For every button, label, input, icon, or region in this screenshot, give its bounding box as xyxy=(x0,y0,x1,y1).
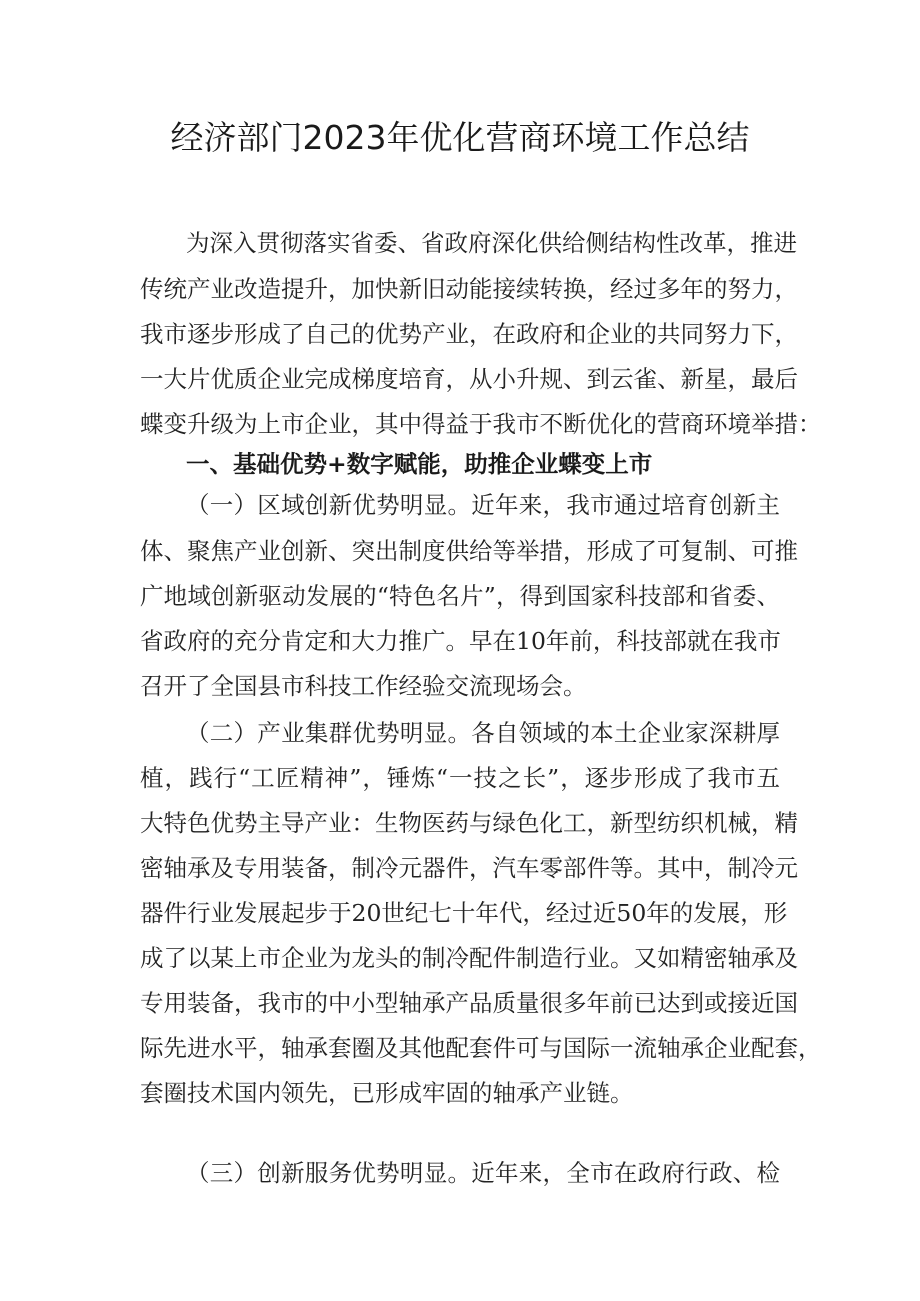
para2-line-5: 器件行业发展起步于20世纪七十年代，经过近50年的发展，形 xyxy=(140,899,788,927)
para2-line-9: 套圈技术国内领先，已形成牢固的轴承产业链。 xyxy=(140,1079,634,1107)
document-title: 经济部门2023年优化营商环境工作总结 xyxy=(170,118,750,157)
para1-line-2: 体、聚焦产业创新、突出制度供给等举措，形成了可复制、可推 xyxy=(140,537,798,565)
para3-line-1: （三）创新服务优势明显。近年来，全市在政府行政、检 xyxy=(186,1159,780,1187)
para1-line-4: 省政府的充分肯定和大力推广。早在10年前，科技部就在我市 xyxy=(140,627,781,655)
intro-line-5: 蝶变升级为上市企业，其中得益于我市不断优化的营商环境举措： xyxy=(140,410,822,438)
intro-line-1: 为深入贯彻落实省委、省政府深化供给侧结构性改革，推进 xyxy=(186,229,797,257)
para2-line-4: 密轴承及专用装备，制冷元器件，汽车零部件等。其中，制冷元 xyxy=(140,854,798,882)
para1-line-3: 广地域创新驱动发展的“特色名片”，得到国家科技部和省委、 xyxy=(140,582,780,610)
para2-line-2: 植，践行“工匠精神”，锤炼“一技之长”，逐步形成了我市五 xyxy=(140,764,780,792)
intro-line-2: 传统产业改造提升，加快新旧动能接续转换，经过多年的努力， xyxy=(140,275,798,303)
para1-line-1: （一）区域创新优势明显。近年来，我市通过培育创新主 xyxy=(186,491,780,519)
para1-line-5: 召开了全国县市科技工作经验交流现场会。 xyxy=(140,672,587,700)
intro-line-4: 一大片优质企业完成梯度培育，从小升规、到云雀、新星，最后 xyxy=(140,365,798,393)
para2-line-6: 成了以某上市企业为龙头的制冷配件制造行业。又如精密轴承及 xyxy=(140,944,798,972)
para2-line-8: 际先进水平，轴承套圈及其他配套件可与国际一流轴承企业配套， xyxy=(140,1034,822,1062)
para2-line-1: （二）产业集群优势明显。各自领域的本土企业家深耕厚 xyxy=(186,719,780,747)
intro-line-3: 我市逐步形成了自己的优势产业，在政府和企业的共同努力下， xyxy=(140,320,798,348)
para2-line-7: 专用装备，我市的中小型轴承产品质量很多年前已达到或接近国 xyxy=(140,989,798,1017)
section-heading-1: 一、基础优势+数字赋能，助推企业蝶变上市 xyxy=(186,450,653,478)
para2-line-3: 大特色优势主导产业：生物医药与绿色化工，新型纺织机械，精 xyxy=(140,809,798,837)
